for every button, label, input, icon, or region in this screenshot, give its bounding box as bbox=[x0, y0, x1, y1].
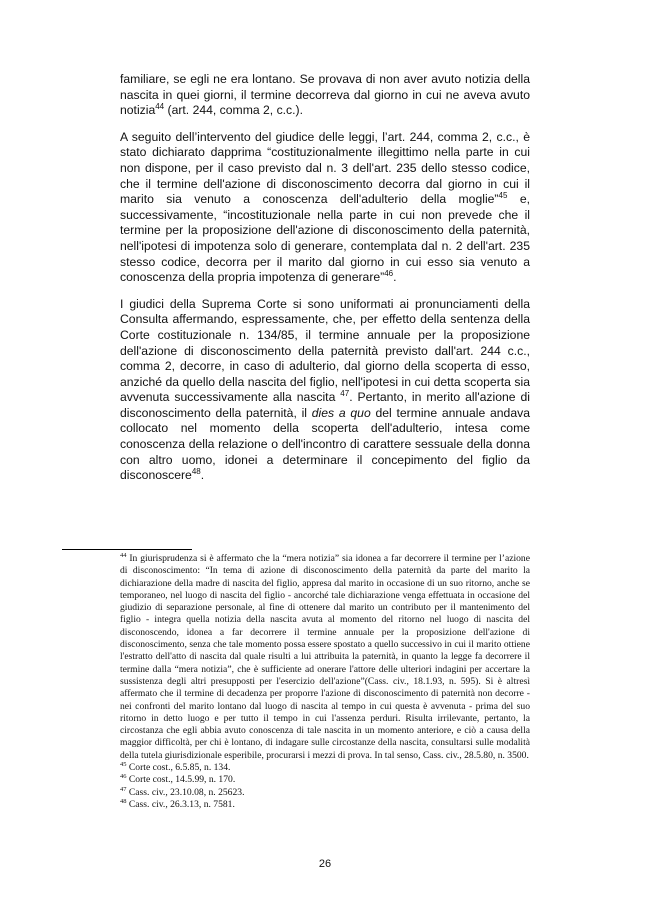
footnote-47 bbox=[120, 787, 530, 799]
footnote-ref-48[interactable]: 48 bbox=[191, 467, 201, 477]
footnote-number: 45 bbox=[120, 760, 127, 768]
paragraph-3 bbox=[120, 297, 530, 484]
footnote-number: 46 bbox=[120, 773, 127, 781]
main-text bbox=[120, 72, 530, 495]
p3-text: I giudici della Suprema Corte si sono uniformati ai pronunciamenti della Consulta affermando, espressamente, che, per effetto della sentenza della Corte costituzionale n. 134/85, il termine annuale per la proposizione dell'azione di disconoscimento della paternità previsto dall'art. 244 c.c., comma 2, decorre, in caso di adulterio, dal giorno della scoperta di esso, anziché da quello della nascita del figlio, nell'ipotesi in cui detta scoperta sia avvenuta successivamente alla nascita bbox=[120, 296, 530, 405]
footnote-number: 44 bbox=[120, 551, 127, 559]
footnote-text: Corte cost., 14.5.99, n. 170. bbox=[126, 774, 236, 786]
footnote-number: 48 bbox=[120, 797, 127, 805]
paragraph-2 bbox=[120, 130, 530, 286]
footnote-ref-47[interactable]: 47 bbox=[340, 389, 350, 399]
footnote-46 bbox=[120, 774, 530, 786]
footnote-text: Corte cost., 6.5.85, n. 134. bbox=[126, 762, 231, 774]
footnote-separator bbox=[62, 549, 192, 550]
paragraph-1 bbox=[120, 72, 530, 119]
p2-text: A seguito dell’intervento del giudice delle leggi, l’art. 244, comma 2, c.c., è stato dichiarato dapprima “costituzionalmente illegittimo nella parte in cui non dispone, per il caso previsto dal n. 3 dell'art. 235 dello stesso codice, che il termine dell'azione di disconoscimento decorra dal giorno in cui il marito sia venuto a conoscenza dell'adulterio della moglie” bbox=[120, 129, 530, 207]
page-number: 26 bbox=[318, 858, 332, 870]
p1-text: familiare, se egli ne era lontano. Se provava di non aver avuto notizia della nascita in quei giorni, il termine decorreva dal giorno in cui ne aveva avuto notizia bbox=[120, 72, 530, 118]
p3-text-end: . bbox=[200, 468, 205, 483]
p3-text-mid2: del termine annuale andava collocato nel momento della scoperta dell'adulterio, intesa come conoscenza della relazione o dell'incontro di carattere sessuale della donna con altro uomo, idonei a determinare il concepimento del figlio da disconoscere bbox=[120, 405, 530, 483]
footnote-ref-46[interactable]: 46 bbox=[384, 269, 394, 279]
p2-text-end: . bbox=[393, 270, 397, 285]
footnote-text: Cass. civ., 23.10.08, n. 25623. bbox=[126, 786, 245, 798]
footnote-text: Cass. civ., 26.3.13, n. 7581. bbox=[126, 798, 235, 810]
footnote-ref-44[interactable]: 44 bbox=[155, 102, 165, 112]
p1-text-end: (art. 244, comma 2, c.c.). bbox=[164, 103, 303, 118]
footnote-44 bbox=[120, 553, 530, 762]
footnote-text: In giurisprudenza si è affermato che la “mera notizia” sia idonea a far decorrere il termine per l’azione di disconoscimento: “In tema di azione di disconoscimento della paternità da parte del marito la dichiarazione della madre di nascita del figlio, appresa dal marito in occasione di un suo ritorno, anche se temporaneo, nel luogo di nascita del figlio - ancorché tale dichiarazione venga effettuata in occasione del giudizio di separazione personale, al fine di ottenere dal marito un contributo per il mantenimento del figlio - integra quella notizia della nascita avuta al momento del ritorno nel luogo di nascita del disconoscendo, idonea a far decorrere il termine annuale per la proposizione dell'azione di disconoscimento, senza che tale momento possa essere spostato a quello successivo in cui il marito ottiene l'estratto dell'atto di nascita dal quale risulti a lui attribuita la paternità, in quanto la legge fa decorrere il termine dalla “mera notizia”, che è sufficiente ad onerare l'attore delle ulteriori indagini per accertare la sussistenza degli altri presupposti per l'esercizio dell'azione”(Cass. civ., 18.1.93, n. 595). Si è altresì affermato che il termine di decadenza per proporre l'azione di disconoscimento di paternità non decorre - nei confronti del marito lontano dal luogo di nascita al tempo in cui questa è avvenuta - prima del suo ritorno in detto luogo e per tutto il tempo in cui l'assenza perduri. Risulta irrilevante, pertanto, la circostanza che egli abbia avuto conoscenza di tale nascita in un momento anteriore, e ciò a causa della maggior difficoltà, per chi è lontano, di indagare sulle circostanze della nascita, consultarsi sulle modalità della tutela giurisdizionale esperibile, procurarsi i mezzi di prova. In tal senso, Cass. civ., 28.5.80, n. 3500. bbox=[120, 553, 530, 761]
footnote-number: 47 bbox=[120, 785, 127, 793]
p3-text-mid: . Pertanto, in merito all'azione di disconoscimento della paternità, il bbox=[120, 390, 530, 420]
p3-italic-term: dies a quo bbox=[311, 405, 371, 420]
footnote-48 bbox=[120, 799, 530, 811]
footnote-ref-45[interactable]: 45 bbox=[498, 191, 508, 201]
footnote-45 bbox=[120, 762, 530, 774]
p2-text-mid: e, successivamente, “incostituzionale nella parte in cui non prevede che il termine per la proposizione dell'azione di disconoscimento della paternità, nell'ipotesi di impotenza solo di generare, contemplata dal n. 2 dell'art. 235 stesso codice, decorra per il marito dal giorno in cui esso sia venuto a conoscenza della propria impotenza di generare” bbox=[120, 192, 530, 285]
footnotes bbox=[120, 553, 530, 811]
